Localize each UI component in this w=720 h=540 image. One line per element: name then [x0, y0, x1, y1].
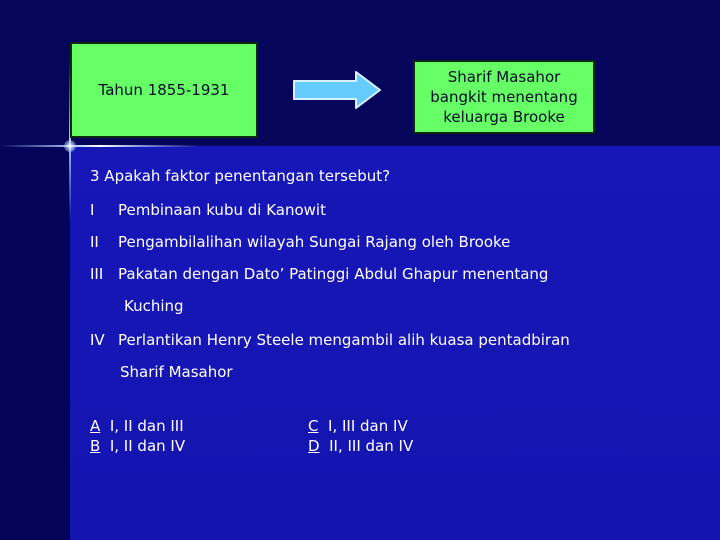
statement-2 [90, 232, 510, 252]
statement-text: Pembinaan kubu di Kanowit [118, 201, 326, 219]
statement-num: III [90, 265, 104, 283]
option-b [90, 436, 185, 456]
event-line-2: bangkit menentang [430, 88, 578, 106]
statement-text: Pengambilalihan wilayah Sungai Rajang oleh Brooke [118, 233, 511, 251]
event-line-3: keluarga Brooke [443, 108, 565, 126]
option-text: II, III dan IV [329, 437, 414, 455]
right-arrow-icon [292, 70, 382, 110]
period-box [70, 42, 258, 138]
statement-4-continuation: Sharif Masahor [120, 363, 233, 381]
option-text: I, III dan IV [328, 417, 408, 435]
statement-num: IV [90, 331, 105, 349]
flare-glow [64, 140, 76, 152]
flare-horizontal [0, 145, 200, 147]
option-c [308, 416, 408, 436]
period-label: Tahun 1855-1931 [98, 81, 230, 99]
statement-3-continuation: Kuching [124, 297, 184, 315]
option-letter: B [90, 437, 101, 455]
statement-3 [90, 264, 548, 284]
option-letter: A [90, 417, 101, 435]
option-letter: C [308, 417, 319, 435]
statement-1 [90, 200, 326, 220]
option-a [90, 416, 184, 436]
statement-text: Pakatan dengan Dato’ Patinggi Abdul Ghapur menentang [118, 265, 549, 283]
option-d [308, 436, 413, 456]
question-title: 3 Apakah faktor penentangan tersebut? [90, 167, 391, 185]
option-text: I, II dan III [109, 417, 184, 435]
event-line-1: Sharif Masahor [447, 68, 561, 86]
option-text: I, II dan IV [109, 437, 186, 455]
statement-4 [90, 330, 570, 350]
statement-num: II [90, 233, 99, 251]
statement-num: I [90, 201, 95, 219]
event-box [413, 60, 595, 134]
statement-text: Perlantikan Henry Steele mengambil alih kuasa pentadbiran [118, 331, 570, 349]
left-band [0, 146, 70, 540]
option-letter: D [308, 437, 320, 455]
